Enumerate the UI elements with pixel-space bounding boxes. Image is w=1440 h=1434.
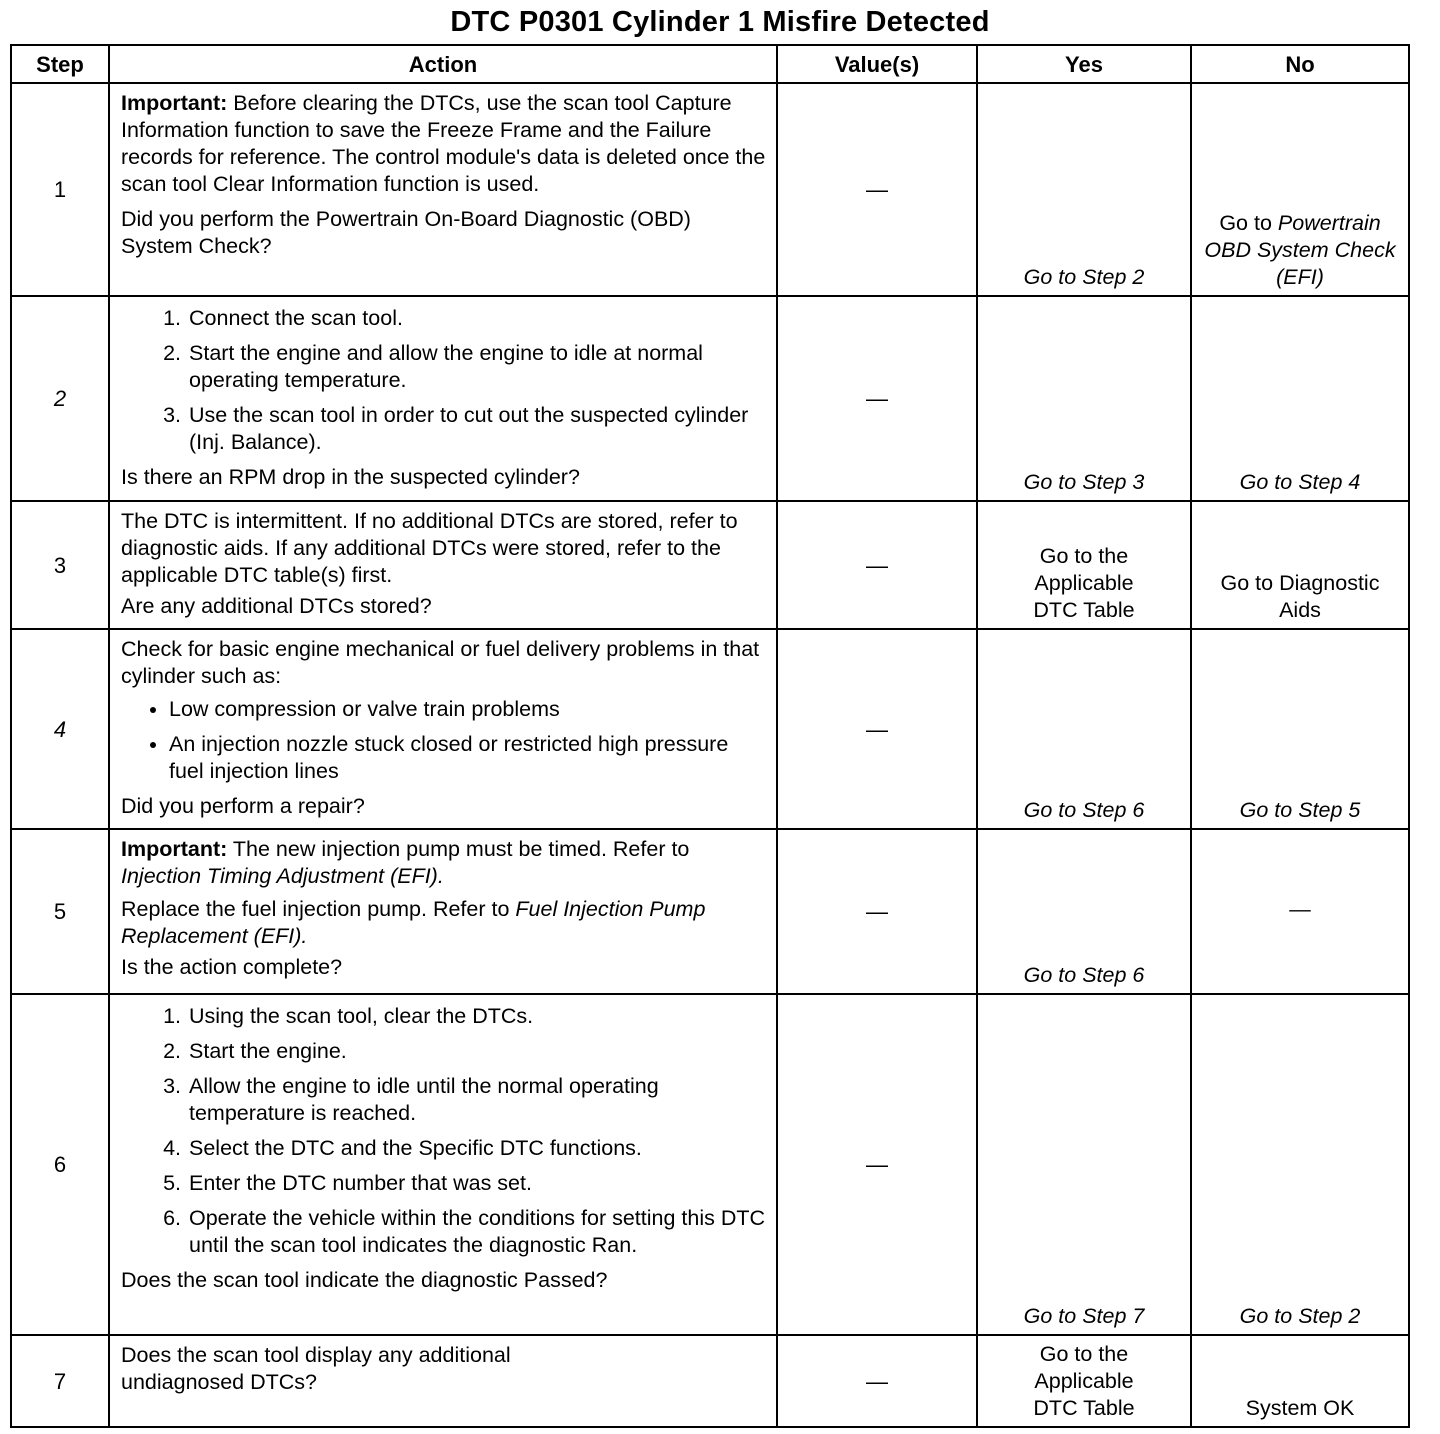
no-cell[interactable] xyxy=(1191,83,1409,296)
action-question: Did you perform the Powertrain On-Board Diagnostic (OBD) System Check? xyxy=(121,207,691,258)
table-header-row xyxy=(11,45,1409,83)
no-cell[interactable] xyxy=(1191,296,1409,501)
action-question: Did you perform a repair? xyxy=(121,794,365,818)
no-cell: — xyxy=(1191,829,1409,994)
step-number: 7 xyxy=(11,1335,109,1427)
page-title: DTC P0301 Cylinder 1 Misfire Detected xyxy=(450,6,990,38)
table-row xyxy=(11,994,1409,1335)
value-cell: — xyxy=(777,296,977,501)
action-step: 6. Operate the vehicle within the conditions for setting this DTC until the scan tool indicates the diagnostic Ran. xyxy=(187,1205,768,1259)
action-question: Are any additional DTCs stored? xyxy=(121,594,432,618)
diagnostic-table xyxy=(10,44,1410,1428)
replace-note xyxy=(121,896,768,950)
header-yes: Yes xyxy=(977,45,1191,83)
step-number: 1 xyxy=(11,83,109,296)
action-text: Check for basic engine mechanical or fuel delivery problems in that cylinder such as: xyxy=(121,637,760,688)
header-no: No xyxy=(1191,45,1409,83)
action-question: Is the action complete? xyxy=(121,955,343,979)
yes-link[interactable]: Go to Step 7 xyxy=(1023,1304,1145,1328)
action-step: 2. Start the engine. xyxy=(187,1038,768,1065)
action-step: 1. Using the scan tool, clear the DTCs. xyxy=(187,1003,768,1030)
no-link[interactable]: Go to Step 2 xyxy=(1239,1304,1361,1328)
no-link[interactable]: Go to Step 5 xyxy=(1239,798,1361,822)
yes-cell[interactable] xyxy=(977,629,1191,829)
yes-cell[interactable] xyxy=(977,501,1191,629)
yes-cell[interactable] xyxy=(977,83,1191,296)
value-cell: — xyxy=(777,501,977,629)
no-link[interactable]: Go to Step 4 xyxy=(1239,470,1361,494)
important-text: The new injection pump must be timed. Refer to xyxy=(232,837,690,861)
replace-text: Replace the fuel injection pump. Refer to xyxy=(121,897,510,921)
action-cell xyxy=(109,829,777,994)
step-number: 2 xyxy=(11,296,109,501)
action-step: 3. Allow the engine to idle until the normal operating temperature is reached. xyxy=(187,1073,768,1127)
no-cell: System OK xyxy=(1191,1335,1409,1427)
table-row xyxy=(11,629,1409,829)
table-row xyxy=(11,1335,1409,1427)
value-cell: — xyxy=(777,629,977,829)
step-number: 6 xyxy=(11,994,109,1335)
action-question: Does the scan tool display any additional undiagnosed DTCs? xyxy=(121,1343,511,1394)
table-row xyxy=(11,83,1409,296)
action-cell xyxy=(109,501,777,629)
header-values: Value(s) xyxy=(777,45,977,83)
yes-cell[interactable] xyxy=(977,994,1191,1335)
table-row xyxy=(11,829,1409,994)
yes-cell[interactable] xyxy=(977,829,1191,994)
yes-link[interactable]: Go to Step 2 xyxy=(1023,265,1145,289)
action-step: 1. Connect the scan tool. xyxy=(187,305,768,332)
action-text: The DTC is intermittent. If no additional DTCs are stored, refer to diagnostic aids. If any additional DTCs were stored, refer to the applicable DTC table(s) first. xyxy=(121,509,738,587)
action-step: 2. Start the engine and allow the engine to idle at normal operating temperature. xyxy=(187,340,768,394)
no-link[interactable]: Go to Diagnostic Aids xyxy=(1220,571,1380,622)
action-cell xyxy=(109,296,777,501)
action-cell xyxy=(109,83,777,296)
header-action: Action xyxy=(109,45,777,83)
no-cell[interactable] xyxy=(1191,994,1409,1335)
value-cell: — xyxy=(777,829,977,994)
action-question: Does the scan tool indicate the diagnostic Passed? xyxy=(121,1268,608,1292)
action-step: 3. Use the scan tool in order to cut out the suspected cylinder (Inj. Balance). xyxy=(187,402,768,456)
action-step: 4. Select the DTC and the Specific DTC functions. xyxy=(187,1135,768,1162)
action-cell xyxy=(109,629,777,829)
bullet-item: • An injection nozzle stuck closed or restricted high pressure fuel injection lines xyxy=(169,731,768,785)
action-bullets xyxy=(121,696,768,785)
value-cell: — xyxy=(777,83,977,296)
important-label: Important: xyxy=(121,91,228,115)
yes-link[interactable]: Go to Step 3 xyxy=(1023,470,1145,494)
bullet-item: • Low compression or valve train problems xyxy=(169,696,768,723)
header-step: Step xyxy=(11,45,109,83)
yes-link[interactable]: Go to Step 6 xyxy=(1023,798,1145,822)
action-steps xyxy=(121,1003,768,1259)
action-question: Is there an RPM drop in the suspected cylinder? xyxy=(121,465,580,489)
no-link[interactable]: Powertrain OBD System Check (EFI) xyxy=(1204,211,1396,289)
value-cell: — xyxy=(777,994,977,1335)
yes-link[interactable]: Go to the Applicable DTC Table xyxy=(1033,544,1135,622)
action-cell xyxy=(109,1335,777,1427)
important-label: Important: xyxy=(121,837,228,861)
value-cell: — xyxy=(777,1335,977,1427)
yes-link[interactable]: Go to Step 6 xyxy=(1023,963,1145,987)
action-steps xyxy=(121,305,768,456)
table-row xyxy=(11,296,1409,501)
no-cell[interactable] xyxy=(1191,501,1409,629)
step-number: 3 xyxy=(11,501,109,629)
yes-cell[interactable] xyxy=(977,296,1191,501)
no-prefix: Go to xyxy=(1219,211,1272,235)
action-cell xyxy=(109,994,777,1335)
yes-cell[interactable] xyxy=(977,1335,1191,1427)
step-number: 5 xyxy=(11,829,109,994)
action-step: 5. Enter the DTC number that was set. xyxy=(187,1170,768,1197)
important-note xyxy=(121,836,768,890)
important-text: Before clearing the DTCs, use the scan tool Capture Information function to save the Freeze Frame and the Failure records for reference. The control module's data is deleted once the scan tool Clear Information function is used. xyxy=(121,91,766,196)
no-cell[interactable] xyxy=(1191,629,1409,829)
yes-link[interactable]: Go to the Applicable DTC Table xyxy=(1033,1342,1135,1420)
replace-ref: Fuel Injection Pump Replacement (EFI). xyxy=(121,897,706,948)
important-ref: Injection Timing Adjustment (EFI). xyxy=(121,864,444,888)
table-row xyxy=(11,501,1409,629)
important-note xyxy=(121,90,768,198)
step-number: 4 xyxy=(11,629,109,829)
